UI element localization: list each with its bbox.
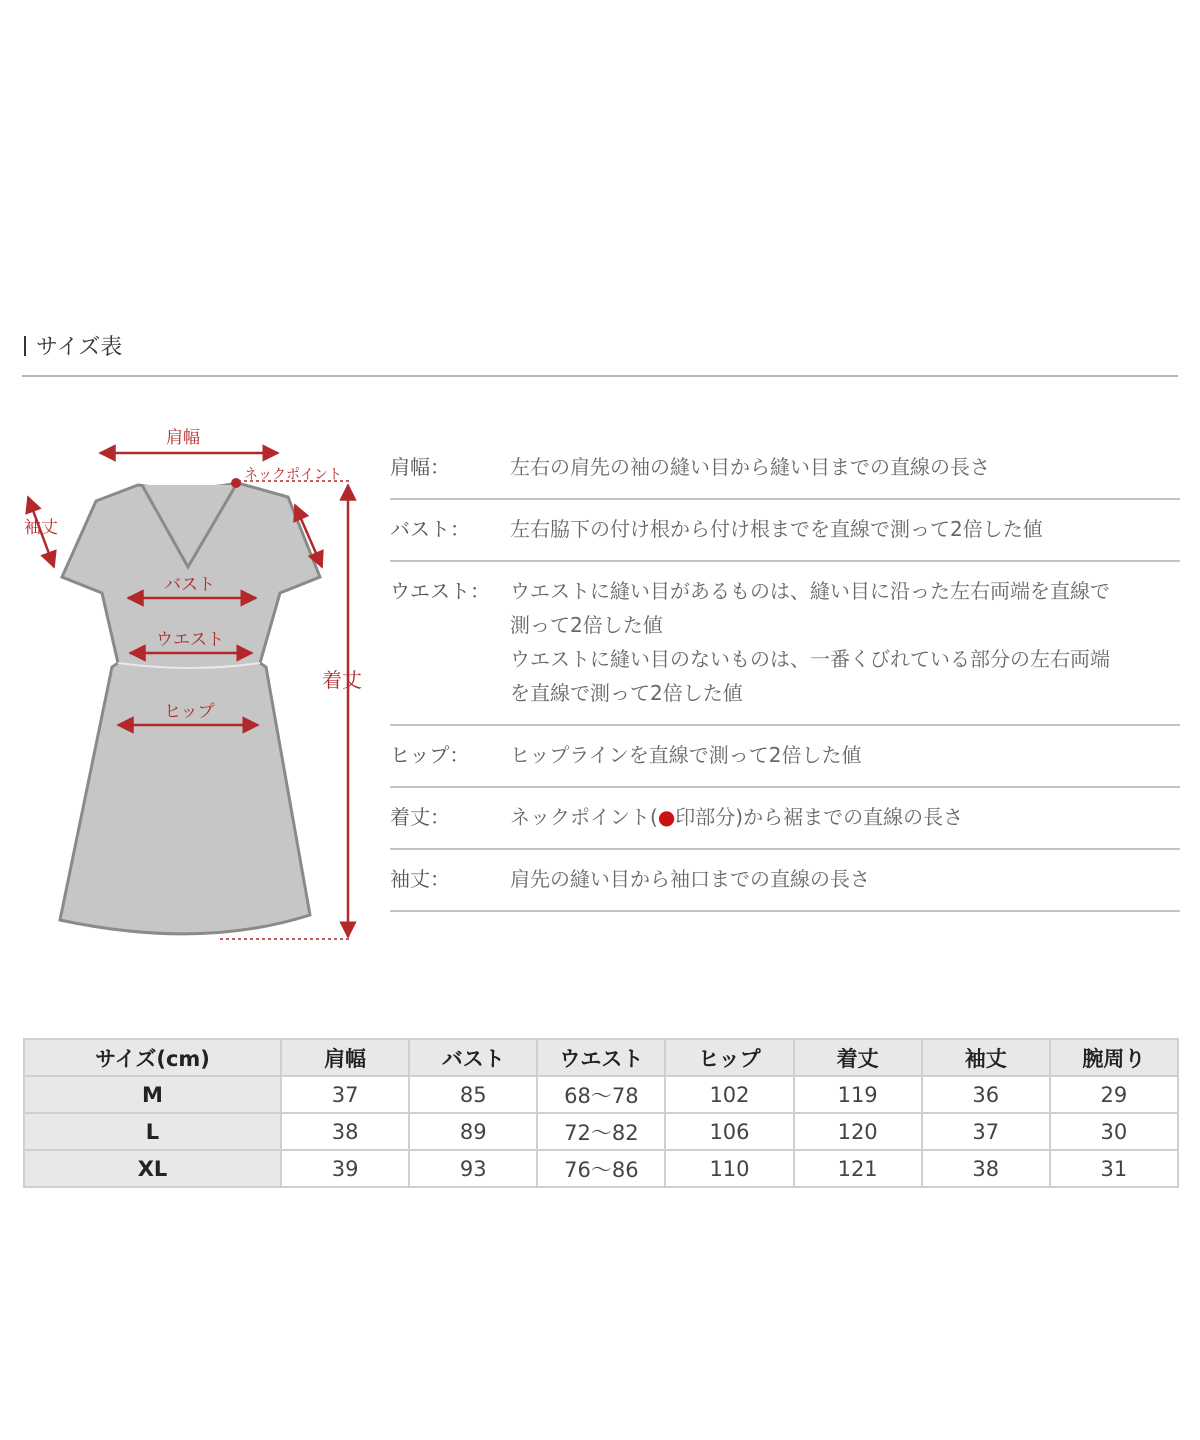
definition-line: 測って2倍した値 — [510, 613, 663, 637]
table-cell: 76〜86 — [537, 1150, 665, 1187]
definition-term: ヒップ： — [390, 743, 470, 767]
garment-diagram — [20, 415, 380, 955]
heading-bar — [24, 336, 26, 356]
table-cell: 68〜78 — [537, 1076, 665, 1113]
table-cell: 89 — [409, 1113, 537, 1150]
size-cell: XL — [24, 1150, 281, 1187]
definition-text — [510, 862, 1180, 896]
sleeve-label: 袖丈 — [24, 518, 58, 538]
table-cell: 39 — [281, 1150, 409, 1187]
size-table — [23, 1038, 1179, 1188]
table-cell: 93 — [409, 1150, 537, 1187]
table-header-row — [24, 1039, 1178, 1076]
definition-text — [510, 800, 1180, 834]
column-header: サイズ(cm) — [24, 1039, 281, 1076]
size-cell: L — [24, 1113, 281, 1150]
definition-line: ウエストに縫い目があるものは、縫い目に沿った左右両端を直線で — [510, 579, 1110, 603]
title-divider — [22, 375, 1178, 377]
table-cell: 106 — [665, 1113, 793, 1150]
definition-text — [510, 574, 1180, 710]
definition-row — [390, 438, 1180, 500]
column-header: ヒップ — [665, 1039, 793, 1076]
definition-text — [510, 738, 1180, 772]
column-header: バスト — [409, 1039, 537, 1076]
definition-line: ヒップラインを直線で測って2倍した値 — [510, 743, 862, 767]
hip-label: ヒップ — [164, 702, 215, 722]
definition-text-after: 印部分)から裾までの直線の長さ — [675, 805, 964, 829]
table-cell: 85 — [409, 1076, 537, 1113]
section-heading — [24, 330, 122, 361]
table-cell: 121 — [794, 1150, 922, 1187]
definition-line: 肩先の縫い目から袖口までの直線の長さ — [510, 867, 870, 891]
column-header: ウエスト — [537, 1039, 665, 1076]
table-cell: 31 — [1050, 1150, 1178, 1187]
neck-point-dot — [231, 478, 241, 488]
section-title-text: サイズ表 — [36, 335, 123, 360]
table-cell: 38 — [281, 1113, 409, 1150]
definition-term: ウエスト： — [390, 579, 490, 603]
definition-term: バスト： — [390, 517, 470, 541]
definition-row — [390, 726, 1180, 788]
table-cell: 30 — [1050, 1113, 1178, 1150]
table-cell: 37 — [922, 1113, 1050, 1150]
red-dot-icon: ● — [657, 805, 676, 829]
length-label: 着丈 — [322, 668, 362, 692]
table-cell: 102 — [665, 1076, 793, 1113]
column-header: 着丈 — [794, 1039, 922, 1076]
definition-term: 袖丈： — [390, 867, 450, 891]
table-cell: 72〜82 — [537, 1113, 665, 1150]
definition-row — [390, 788, 1180, 850]
table-cell: 37 — [281, 1076, 409, 1113]
definition-text — [510, 450, 1180, 484]
definition-text — [510, 512, 1180, 546]
table-cell: 120 — [794, 1113, 922, 1150]
definition-row — [390, 850, 1180, 912]
waist-label: ウエスト — [156, 630, 224, 650]
definition-row — [390, 562, 1180, 726]
table-cell: 36 — [922, 1076, 1050, 1113]
definition-line — [510, 800, 1180, 834]
neck-point-label: ネックポイント — [244, 467, 342, 483]
definition-line: 左右の肩先の袖の縫い目から縫い目までの直線の長さ — [510, 455, 990, 479]
definition-line: 左右脇下の付け根から付け根までを直線で測って2倍した値 — [510, 517, 1043, 541]
shoulder-label: 肩幅 — [166, 428, 200, 448]
definition-text-before: ネックポイント( — [510, 805, 658, 829]
definition-row — [390, 500, 1180, 562]
dress-illustration — [20, 415, 380, 955]
bust-label: バスト — [164, 575, 215, 595]
table-row — [24, 1150, 1178, 1187]
column-header: 肩幅 — [281, 1039, 409, 1076]
definition-line: ウエストに縫い目のないものは、一番くびれている部分の左右両端 — [510, 647, 1110, 671]
definition-line: を直線で測って2倍した値 — [510, 681, 743, 705]
column-header: 袖丈 — [922, 1039, 1050, 1076]
table-cell: 110 — [665, 1150, 793, 1187]
definition-term: 肩幅： — [390, 455, 450, 479]
table-cell: 38 — [922, 1150, 1050, 1187]
table-cell: 29 — [1050, 1076, 1178, 1113]
table-cell: 119 — [794, 1076, 922, 1113]
column-header: 腕周り — [1050, 1039, 1178, 1076]
measurement-definitions — [390, 438, 1180, 912]
table-row — [24, 1076, 1178, 1113]
table-row — [24, 1113, 1178, 1150]
definition-term: 着丈： — [390, 805, 450, 829]
size-cell: M — [24, 1076, 281, 1113]
